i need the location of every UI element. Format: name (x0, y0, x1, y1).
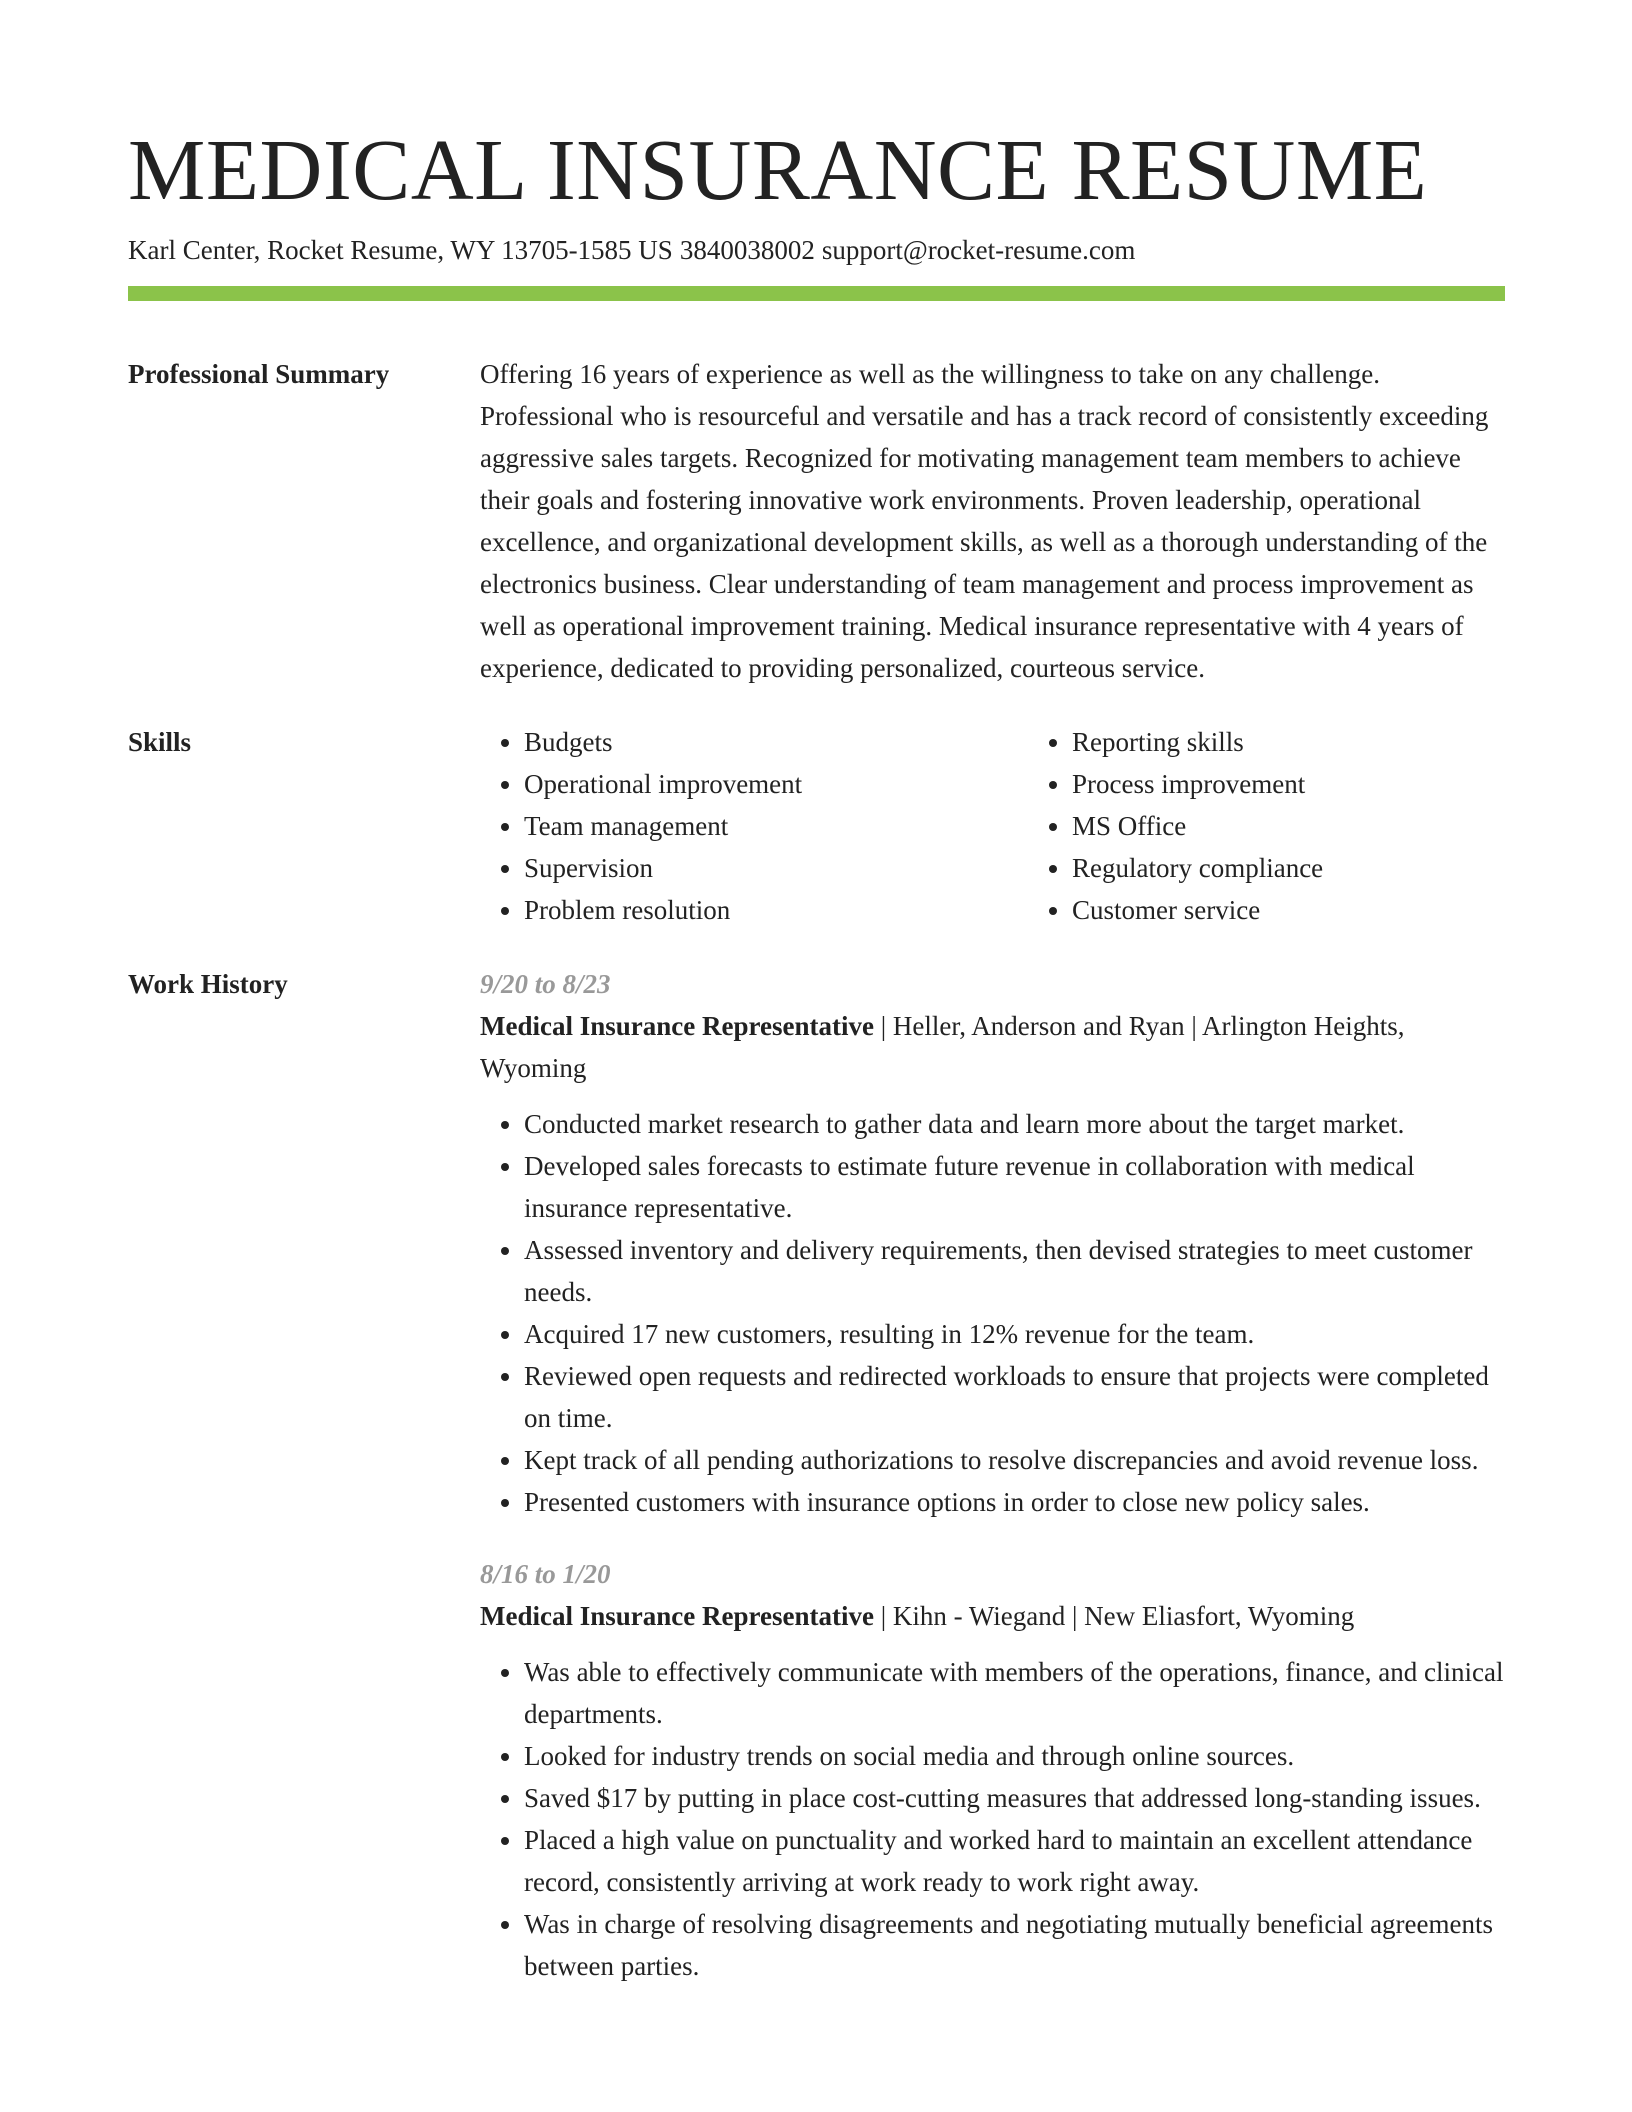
header-divider (128, 286, 1505, 301)
phone: 3840038002 (679, 235, 815, 265)
resume-page (128, 118, 1505, 1987)
job-employer-location: | Heller, Anderson and Ryan | Arlington Heights, Wyoming (480, 1011, 1405, 1083)
skills-column-right (1028, 721, 1576, 931)
job-bullet: • Acquired 17 new customers, resulting in 12% revenue for the team. (524, 1313, 1505, 1355)
job-entry (480, 1553, 1505, 1987)
job-title: Medical Insurance Representative (480, 1011, 874, 1041)
job-bullet: • Reviewed open requests and redirected workloads to ensure that projects were completed on time. (524, 1355, 1505, 1439)
section-title-work: Work History (128, 969, 288, 999)
section-title-summary: Professional Summary (128, 359, 390, 389)
job-bullet: • Was able to effectively communicate with members of the operations, finance, and clinical departments. (524, 1651, 1505, 1735)
skills-section (128, 721, 1505, 931)
skill-item: • Reporting skills (1072, 721, 1576, 763)
job-bullet: • Conducted market research to gather data and learn more about the target market. (524, 1103, 1505, 1145)
job-bullet: • Looked for industry trends on social media and through online sources. (524, 1735, 1505, 1777)
job-entry (480, 963, 1505, 1523)
job-bullet: • Developed sales forecasts to estimate future revenue in collaboration with medical insurance representative. (524, 1145, 1505, 1229)
job-heading (480, 1595, 1505, 1637)
job-bullet: • Presented customers with insurance options in order to close new policy sales. (524, 1481, 1505, 1523)
skill-item: • Supervision (524, 847, 1028, 889)
skill-item: • Process improvement (1072, 763, 1576, 805)
work-history-section (128, 963, 1505, 1987)
professional-summary-section (128, 353, 1505, 689)
job-title: Medical Insurance Representative (480, 1601, 874, 1631)
job-heading (480, 1005, 1505, 1089)
job-bullets (480, 1103, 1505, 1523)
job-employer-location: | Kihn - Wiegand | New Eliasfort, Wyoming (873, 1601, 1355, 1631)
job-dates: 8/16 to 1/20 (480, 1559, 611, 1589)
skill-item: • Customer service (1072, 889, 1576, 931)
job-bullet: • Assessed inventory and delivery requirements, then devised strategies to meet customer needs. (524, 1229, 1505, 1313)
skills-column-left (480, 721, 1028, 931)
summary-text: Offering 16 years of experience as well as the willingness to take on any challenge. Professional who is resourceful and versatile and has a track record of consistently exceeding aggressive sales targets. Recognized for motivating management team members to achieve their goals and fostering innovative work environments. Proven leadership, operational excellence, and organizational development skills, as well as a thorough understanding of the electronics business. Clear understanding of team management and process improvement as well as operational improvement training. Medical insurance representative with 4 years of experience, dedicated to providing personalized, courteous service. (480, 359, 1489, 683)
skill-item: • Team management (524, 805, 1028, 847)
job-bullet: • Saved $17 by putting in place cost-cutting measures that addressed long-standing issues. (524, 1777, 1505, 1819)
job-bullets (480, 1651, 1505, 1987)
section-title-skills: Skills (128, 727, 192, 757)
job-bullet: • Placed a high value on punctuality and worked hard to maintain an excellent attendance record, consistently arriving at work ready to work right away. (524, 1819, 1505, 1903)
skills-grid (480, 721, 1576, 931)
skill-item: • Problem resolution (524, 889, 1028, 931)
work-history-body (480, 963, 1505, 1987)
skill-item: • Budgets (524, 721, 1028, 763)
skill-item: • Operational improvement (524, 763, 1028, 805)
skill-item: • Regulatory compliance (1072, 847, 1576, 889)
job-bullet: • Kept track of all pending authorizations to resolve discrepancies and avoid revenue loss. (524, 1439, 1505, 1481)
resume-title: MEDICAL INSURANCE RESUME (128, 121, 1428, 218)
email: support@rocket-resume.com (821, 235, 1136, 265)
job-bullet: • Was in charge of resolving disagreements and negotiating mutually beneficial agreements between parties. (524, 1903, 1505, 1987)
job-dates: 9/20 to 8/23 (480, 969, 611, 999)
address: Karl Center, Rocket Resume, WY 13705-1585 US (128, 235, 673, 265)
skill-item: • MS Office (1072, 805, 1576, 847)
contact-line (128, 232, 1505, 268)
